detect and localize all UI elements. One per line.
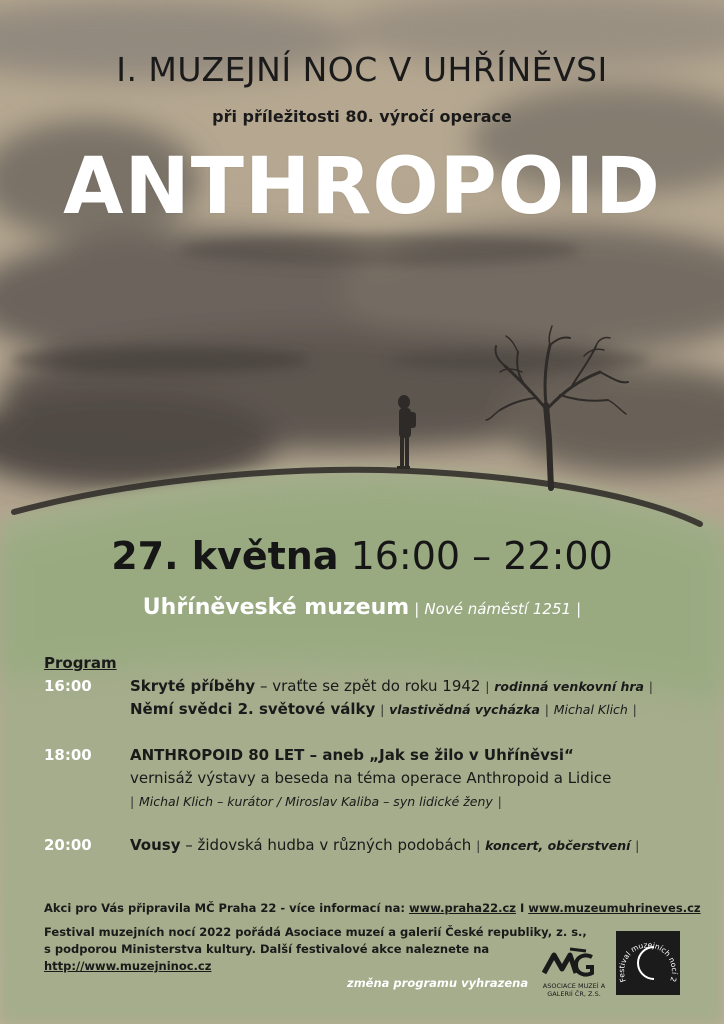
- program-item-title: Skryté příběhy: [130, 677, 256, 695]
- event-venue: [0, 595, 724, 620]
- program-line: Němí svědci 2. světové války | vlastivědná vycházka | Michal Klich |: [130, 700, 637, 718]
- page-subtitle: při příležitosti 80. výročí operace: [212, 107, 512, 126]
- program-item-text: vernisáž výstavy a beseda na téma operace Anthropoid a Lidice: [130, 769, 612, 787]
- program-line: [130, 769, 611, 787]
- separator: |: [414, 600, 420, 618]
- headline: ANTHROPOID: [63, 142, 661, 232]
- program-line: Vousy – židovská hudba v různých podobách | koncert, občerstvení |: [130, 836, 640, 854]
- program-line: Skryté příběhy – vraťte se zpět do roku 1942 | rodinná venkovní hra |: [130, 677, 653, 695]
- link-praha22[interactable]: www.praha22.cz: [408, 901, 516, 915]
- program-item-person: Michal Klich – kurátor / Miroslav Kaliba – syn lidické ženy: [139, 794, 493, 809]
- program-item-title: ANTHROPOID 80 LET – aneb „Jak se žilo v Uhříněvsi“: [130, 746, 574, 764]
- program-item-tag: koncert, občerstvení: [485, 838, 631, 853]
- program-item-tag: vlastivědná vycházka: [389, 702, 540, 717]
- footer-organizer: Akci pro Vás připravila MČ Praha 22 - více informací na: www.praha22.cz I www.muzeumuhrineves.cz: [44, 901, 701, 915]
- svg-text:Festival muzejních nocí 2022: [616, 931, 679, 983]
- program-item-tag: rodinná venkovní hra: [494, 679, 644, 694]
- program-line: | Michal Klich – kurátor / Miroslav Kaliba – syn lidické ženy |: [130, 794, 502, 809]
- program-time: 18:00: [44, 746, 92, 764]
- footer-festival-line: Festival muzejních nocí 2022 pořádá Asociace muzeí a galerií České republiky, z. s.,: [44, 925, 587, 939]
- program-item-person: Michal Klich: [553, 702, 628, 717]
- venue-address: Nové náměstí 1251: [424, 600, 572, 618]
- program-item-text: – vraťte se zpět do roku 1942: [255, 677, 486, 695]
- link-muzeum[interactable]: www.muzeumuhrineves.cz: [528, 901, 701, 915]
- program-item-title: Vousy: [130, 836, 181, 854]
- program-time: 16:00: [44, 677, 92, 695]
- footer-festival-line: s podporou Ministerstva kultury. Další festivalové akce naleznete na: [44, 942, 490, 956]
- event-datetime: [0, 534, 724, 578]
- page-title: I. MUZEJNÍ NOC V UHŘÍNĚVSI: [116, 50, 608, 89]
- amg-caption: ASOCIACE MUZEÍ A GALERIÍ ČR, Z.S.: [542, 982, 606, 998]
- festival-logo: [616, 931, 680, 995]
- program-item-title: Němí svědci 2. světové války: [130, 700, 376, 718]
- event-date: 27. května: [111, 534, 339, 578]
- program-time: 20:00: [44, 836, 92, 854]
- venue-name: Uhříněveské muzeum: [142, 595, 410, 620]
- change-note: změna programu vyhrazena: [347, 976, 529, 990]
- link-muzejninoc[interactable]: http://www.muzejninoc.cz: [44, 959, 212, 973]
- festival-logo-text: Festival muzejních nocí 2: [616, 940, 680, 984]
- festival-logo-mark: [616, 931, 680, 995]
- program-item-text: – židovská hudba v různých podobách: [180, 836, 477, 854]
- separator: |: [576, 600, 582, 618]
- program-line: [130, 746, 574, 764]
- program-heading: Program: [44, 654, 117, 672]
- event-time: 16:00 – 22:00: [350, 534, 613, 578]
